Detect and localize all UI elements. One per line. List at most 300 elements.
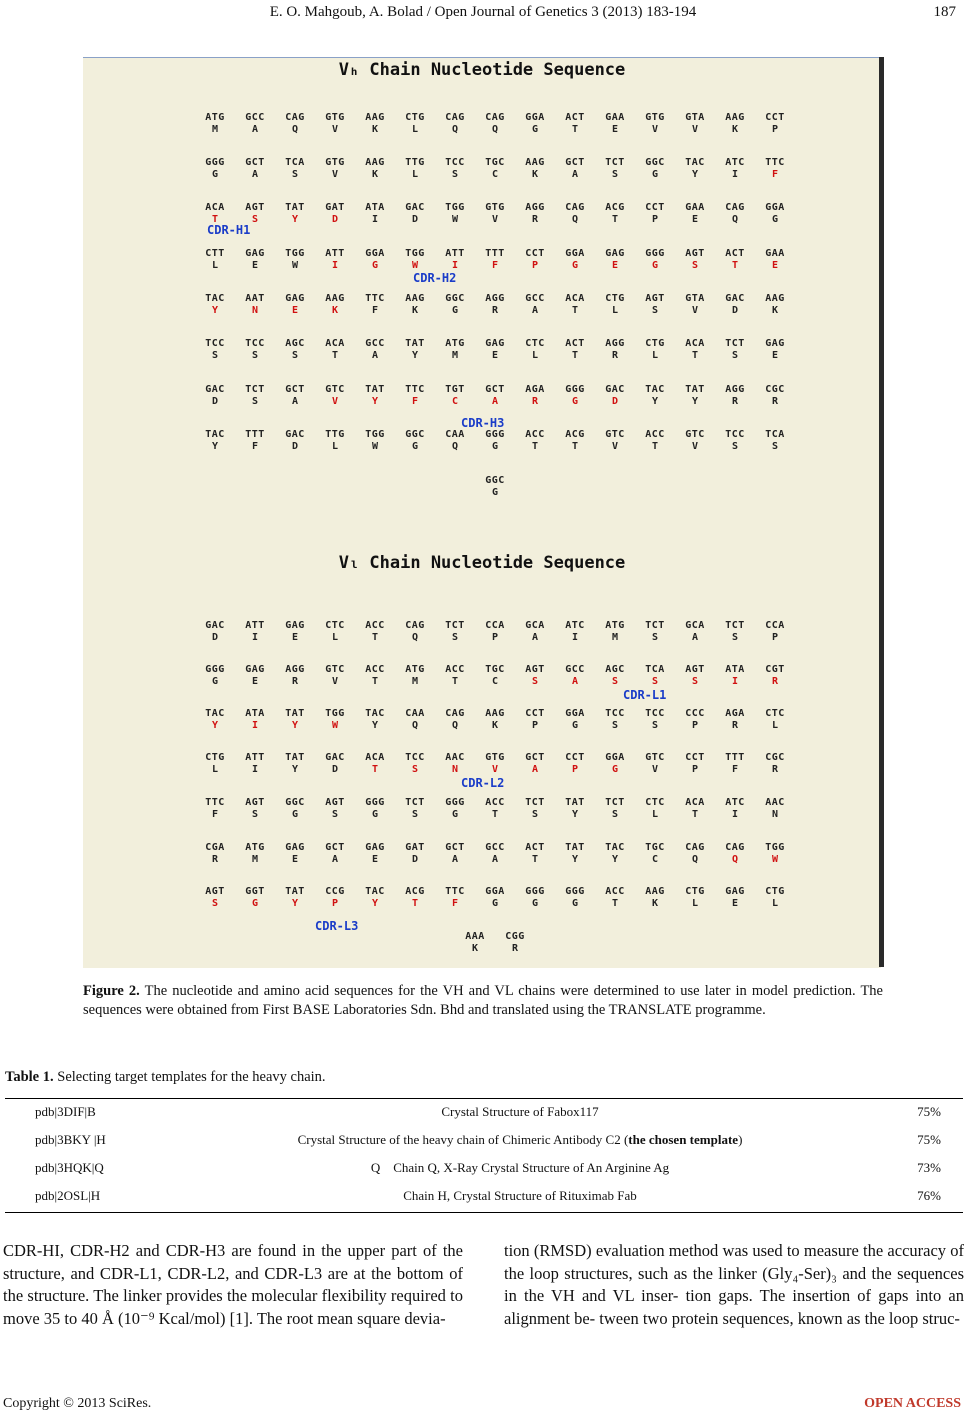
running-head: E. O. Mahgoub, A. Bolad / Open Journal of Genetics 3 (2013) 183-194 — [269, 4, 697, 20]
amino-acid: S — [611, 169, 619, 180]
amino-acid: Y — [211, 441, 219, 452]
codon — [275, 664, 315, 688]
cdr-amino-acid: K — [331, 305, 339, 316]
nucleotide-triplet: ATG — [245, 842, 265, 853]
nucleotide-triplet: GGG — [525, 886, 545, 897]
nucleotide-triplet: GAC — [725, 293, 745, 304]
cdr-amino-acid: W — [771, 854, 779, 865]
codon — [755, 620, 795, 644]
codon — [755, 842, 795, 866]
amino-acid: T — [571, 305, 579, 316]
codon — [275, 842, 315, 866]
amino-acid: S — [731, 350, 739, 361]
nucleotide-triplet: GTG — [325, 157, 345, 168]
codon — [355, 202, 395, 226]
cdr-amino-acid: T — [411, 898, 419, 909]
amino-acid: R — [731, 396, 739, 407]
amino-acid: T — [371, 676, 379, 687]
amino-acid: R — [291, 676, 299, 687]
codon — [715, 112, 755, 136]
nucleotide-triplet: AGT — [325, 797, 345, 808]
codon — [755, 797, 795, 821]
nucleotide-triplet: AAG — [405, 293, 425, 304]
codon — [635, 157, 675, 181]
codon — [395, 752, 435, 776]
amino-acid: S — [291, 169, 299, 180]
amino-acid: G — [491, 487, 499, 498]
nucleotide-triplet: TCT — [405, 797, 425, 808]
codon — [635, 293, 675, 317]
amino-acid: G — [531, 898, 539, 909]
codon — [635, 664, 675, 688]
codon-row — [195, 886, 795, 916]
codon — [595, 429, 635, 453]
codon — [395, 157, 435, 181]
template-id: pdb|3DIF|B — [35, 1104, 96, 1119]
codon — [595, 112, 635, 136]
cdr-amino-acid: V — [491, 764, 499, 775]
codon — [235, 338, 275, 362]
amino-acid: D — [291, 441, 299, 452]
nucleotide-triplet: TAC — [205, 708, 225, 719]
template-identity: 75% — [917, 1104, 941, 1119]
nucleotide-triplet: ATG — [205, 112, 225, 123]
codon — [675, 293, 715, 317]
amino-acid: S — [651, 305, 659, 316]
codon — [475, 886, 515, 910]
nucleotide-triplet: TAT — [285, 708, 305, 719]
nucleotide-triplet: CTG — [645, 338, 665, 349]
codon — [395, 842, 435, 866]
nucleotide-triplet: GGT — [245, 886, 265, 897]
amino-acid: D — [211, 632, 219, 643]
nucleotide-triplet: GTA — [685, 293, 705, 304]
codon — [395, 664, 435, 688]
cdr-amino-acid: Y — [211, 720, 219, 731]
amino-acid: V — [651, 764, 659, 775]
nucleotide-triplet: GGG — [445, 797, 465, 808]
codon-row — [195, 620, 795, 650]
vl-title: Vₗ Chain Nucleotide Sequence — [338, 553, 626, 573]
nucleotide-triplet: TAT — [285, 202, 305, 213]
nucleotide-triplet: GGG — [485, 429, 505, 440]
cdr-amino-acid: P — [571, 764, 579, 775]
nucleotide-triplet: AAT — [245, 293, 265, 304]
codon — [675, 202, 715, 226]
codon — [515, 248, 555, 272]
nucleotide-triplet: TCT — [725, 620, 745, 631]
codon — [495, 931, 535, 955]
codon — [475, 112, 515, 136]
codon-row — [195, 293, 795, 323]
nucleotide-triplet: ACA — [565, 293, 585, 304]
nucleotide-triplet: AAG — [765, 293, 785, 304]
nucleotide-triplet: CCT — [565, 752, 585, 763]
codon — [315, 293, 355, 317]
nucleotide-triplet: ACC — [645, 429, 665, 440]
amino-acid: L — [771, 898, 779, 909]
nucleotide-triplet: GCT — [245, 157, 265, 168]
amino-acid: P — [771, 632, 779, 643]
amino-acid: T — [611, 214, 619, 225]
codon — [475, 797, 515, 821]
codon — [635, 429, 675, 453]
cdr-h1-label: CDR-H1 — [207, 223, 251, 237]
amino-acid: I — [251, 764, 259, 775]
codon — [315, 886, 355, 910]
figure-border — [879, 57, 884, 967]
amino-acid: K — [771, 305, 779, 316]
codon — [195, 797, 235, 821]
amino-acid: T — [611, 898, 619, 909]
codon — [355, 664, 395, 688]
amino-acid: L — [651, 350, 659, 361]
nucleotide-triplet: CAG — [445, 708, 465, 719]
amino-acid: M — [211, 124, 219, 135]
nucleotide-triplet: TGT — [445, 384, 465, 395]
template-id: pdb|3HQK|Q — [35, 1160, 104, 1175]
nucleotide-triplet: GTG — [645, 112, 665, 123]
nucleotide-triplet: TCC — [725, 429, 745, 440]
nucleotide-triplet: GAG — [725, 886, 745, 897]
codon — [315, 202, 355, 226]
codon — [395, 429, 435, 453]
cdr-amino-acid: N — [251, 305, 259, 316]
nucleotide-triplet: CAG — [405, 620, 425, 631]
codon — [515, 157, 555, 181]
codon — [235, 293, 275, 317]
codon — [595, 338, 635, 362]
cdr-amino-acid: P — [531, 260, 539, 271]
template-description: Chain H, Crystal Structure of Rituximab Fab — [403, 1188, 637, 1203]
nucleotide-triplet: GAG — [765, 338, 785, 349]
codon — [275, 752, 315, 776]
codon — [275, 157, 315, 181]
nucleotide-triplet: GCT — [445, 842, 465, 853]
codon — [555, 384, 595, 408]
amino-acid: V — [331, 676, 339, 687]
amino-acid: R — [731, 720, 739, 731]
amino-acid: S — [211, 350, 219, 361]
nucleotide-triplet: AAG — [525, 157, 545, 168]
nucleotide-triplet: TAC — [365, 708, 385, 719]
nucleotide-triplet: GCT — [285, 384, 305, 395]
nucleotide-triplet: ACG — [405, 886, 425, 897]
codon — [455, 931, 495, 955]
codon — [555, 797, 595, 821]
nucleotide-triplet: TGG — [285, 248, 305, 259]
nucleotide-triplet: ACG — [565, 429, 585, 440]
template-id: pdb|3BKY |H — [35, 1132, 106, 1147]
amino-acid: W — [451, 214, 459, 225]
cdr-amino-acid: I — [331, 260, 339, 271]
codon — [435, 620, 475, 644]
nucleotide-triplet: GGG — [205, 157, 225, 168]
nucleotide-triplet: CAG — [485, 112, 505, 123]
amino-acid: R — [491, 305, 499, 316]
codon — [635, 797, 675, 821]
codon — [355, 384, 395, 408]
codon — [595, 202, 635, 226]
codon — [355, 842, 395, 866]
codon — [275, 112, 315, 136]
amino-acid: L — [331, 632, 339, 643]
nucleotide-triplet: AGG — [525, 202, 545, 213]
codon — [195, 112, 235, 136]
nucleotide-triplet: TAT — [565, 842, 585, 853]
nucleotide-triplet: AAG — [365, 112, 385, 123]
template-identity: 76% — [917, 1188, 941, 1203]
nucleotide-triplet: TGG — [445, 202, 465, 213]
nucleotide-triplet: GTA — [685, 112, 705, 123]
nucleotide-triplet: TCT — [525, 797, 545, 808]
codon — [475, 475, 515, 499]
nucleotide-triplet: GTC — [605, 429, 625, 440]
codon — [395, 112, 435, 136]
nucleotide-triplet: ATT — [445, 248, 465, 259]
amino-acid: A — [451, 854, 459, 865]
nucleotide-triplet: AAA — [465, 931, 485, 942]
cdr-amino-acid: T — [371, 764, 379, 775]
amino-acid: M — [451, 350, 459, 361]
codon — [475, 248, 515, 272]
codon — [755, 384, 795, 408]
amino-acid: E — [491, 350, 499, 361]
nucleotide-triplet: GCC — [525, 293, 545, 304]
codon — [715, 202, 755, 226]
codon — [555, 112, 595, 136]
codon — [755, 293, 795, 317]
nucleotide-triplet: GAT — [325, 202, 345, 213]
table-row — [5, 1098, 963, 1126]
cdr-amino-acid: A — [571, 676, 579, 687]
amino-acid: G — [491, 898, 499, 909]
nucleotide-triplet: ACA — [685, 797, 705, 808]
nucleotide-triplet: TCA — [285, 157, 305, 168]
amino-acid: T — [531, 441, 539, 452]
codon — [435, 708, 475, 732]
cdr-amino-acid: N — [451, 764, 459, 775]
amino-acid: A — [491, 854, 499, 865]
codon — [195, 429, 235, 453]
nucleotide-triplet: ACA — [325, 338, 345, 349]
codon — [395, 338, 435, 362]
amino-acid: V — [691, 124, 699, 135]
nucleotide-triplet: CGT — [765, 664, 785, 675]
nucleotide-triplet: GGC — [405, 429, 425, 440]
nucleotide-triplet: TCC — [405, 752, 425, 763]
amino-acid: G — [571, 898, 579, 909]
cdr-l3-label: CDR-L3 — [315, 919, 359, 933]
table-caption-text: Selecting target templates for the heavy chain. — [53, 1069, 326, 1085]
nucleotide-triplet: TTG — [405, 157, 425, 168]
codon — [515, 886, 555, 910]
nucleotide-triplet: TCT — [645, 620, 665, 631]
nucleotide-triplet: AGG — [725, 384, 745, 395]
table-bottom-rule — [5, 1212, 963, 1213]
amino-acid: K — [371, 169, 379, 180]
nucleotide-triplet: AGT — [645, 293, 665, 304]
codon — [435, 293, 475, 317]
nucleotide-triplet: GGA — [365, 248, 385, 259]
codon — [355, 338, 395, 362]
body-column-right: tion (RMSD) evaluation method was used to measure the accuracy of the loop structures, such as the linker (Gly₄-Ser)₃ and the sequences in the VH and VL inser- tion gaps. The insertion of gaps into an alignment be- tween two protein sequences, known as the loop struc- — [504, 1241, 964, 1328]
codon — [315, 429, 355, 453]
codon — [675, 338, 715, 362]
codon — [555, 338, 595, 362]
amino-acid: T — [491, 809, 499, 820]
codon — [395, 708, 435, 732]
codon-row — [195, 475, 795, 505]
amino-acid: R — [531, 214, 539, 225]
amino-acid: E — [251, 676, 259, 687]
codon — [395, 797, 435, 821]
cdr-amino-acid: I — [451, 260, 459, 271]
amino-acid: T — [331, 350, 339, 361]
cdr-amino-acid: F — [771, 169, 779, 180]
nucleotide-triplet: GTG — [485, 752, 505, 763]
codon-row — [195, 708, 795, 738]
amino-acid: K — [471, 943, 479, 954]
nucleotide-triplet: ACC — [365, 620, 385, 631]
codon-row — [195, 664, 795, 694]
nucleotide-triplet: GCC — [485, 842, 505, 853]
codon — [275, 384, 315, 408]
codon — [675, 384, 715, 408]
codon — [595, 886, 635, 910]
cdr-amino-acid: S — [211, 898, 219, 909]
cdr-amino-acid: W — [411, 260, 419, 271]
amino-acid: S — [611, 809, 619, 820]
cdr-amino-acid: S — [411, 764, 419, 775]
nucleotide-triplet: CCT — [685, 752, 705, 763]
codon — [235, 248, 275, 272]
nucleotide-triplet: TCC — [605, 708, 625, 719]
codon — [475, 293, 515, 317]
nucleotide-triplet: CTC — [525, 338, 545, 349]
codon — [755, 664, 795, 688]
codon — [515, 293, 555, 317]
nucleotide-triplet: GAG — [245, 248, 265, 259]
codon — [235, 157, 275, 181]
codon — [515, 797, 555, 821]
codon — [635, 708, 675, 732]
codon — [595, 384, 635, 408]
amino-acid: S — [651, 720, 659, 731]
figure-caption-label: Figure 2. — [83, 983, 140, 999]
codon — [195, 664, 235, 688]
codon — [355, 157, 395, 181]
amino-acid: K — [491, 720, 499, 731]
amino-acid: Y — [371, 720, 379, 731]
nucleotide-triplet: GGG — [565, 384, 585, 395]
amino-acid: Q — [411, 720, 419, 731]
nucleotide-triplet: CAG — [725, 842, 745, 853]
codon — [755, 112, 795, 136]
codon — [675, 752, 715, 776]
nucleotide-triplet: GAG — [285, 842, 305, 853]
nucleotide-triplet: AAG — [365, 157, 385, 168]
codon — [435, 384, 475, 408]
amino-acid: L — [651, 809, 659, 820]
nucleotide-triplet: GGA — [765, 202, 785, 213]
nucleotide-triplet: CAA — [405, 708, 425, 719]
template-id: pdb|2OSL|H — [35, 1188, 101, 1203]
nucleotide-triplet: GTC — [325, 384, 345, 395]
nucleotide-triplet: ATT — [245, 752, 265, 763]
nucleotide-triplet: ATT — [325, 248, 345, 259]
nucleotide-triplet: GAC — [405, 202, 425, 213]
nucleotide-triplet: GAG — [245, 664, 265, 675]
table-row — [5, 1182, 963, 1210]
amino-acid: E — [291, 632, 299, 643]
codon — [355, 248, 395, 272]
cdr-h3-label: CDR-H3 — [461, 416, 505, 430]
amino-acid: Q — [731, 214, 739, 225]
amino-acid: A — [571, 169, 579, 180]
codon — [435, 797, 475, 821]
cdr-amino-acid: Y — [291, 898, 299, 909]
nucleotide-triplet: ACT — [725, 248, 745, 259]
amino-acid: I — [731, 169, 739, 180]
nucleotide-triplet: AGT — [245, 797, 265, 808]
amino-acid: G — [451, 305, 459, 316]
nucleotide-triplet: TCA — [765, 429, 785, 440]
amino-acid: S — [251, 809, 259, 820]
codon — [715, 157, 755, 181]
codon — [715, 248, 755, 272]
nucleotide-triplet: TAT — [285, 886, 305, 897]
codon — [475, 620, 515, 644]
nucleotide-triplet: TTT — [485, 248, 505, 259]
figure-caption-text: The nucleotide and amino acid sequences for the VH and VL chains were determined to use later in model prediction. The sequences were obtained from First BASE Laboratories Sdn. Bhd and translated using the TRANSLATE programme. — [83, 983, 883, 1018]
amino-acid: E — [731, 898, 739, 909]
amino-acid: R — [771, 396, 779, 407]
amino-acid: Q — [291, 124, 299, 135]
codon — [235, 797, 275, 821]
codon — [435, 157, 475, 181]
codon — [715, 842, 755, 866]
nucleotide-triplet: TTT — [245, 429, 265, 440]
amino-acid: D — [731, 305, 739, 316]
nucleotide-triplet: AAG — [645, 886, 665, 897]
nucleotide-triplet: CCC — [685, 708, 705, 719]
codon — [755, 752, 795, 776]
nucleotide-triplet: TAT — [285, 752, 305, 763]
codon — [355, 752, 395, 776]
amino-acid: R — [211, 854, 219, 865]
cdr-amino-acid: G — [571, 260, 579, 271]
nucleotide-triplet: GAA — [765, 248, 785, 259]
codon — [315, 384, 355, 408]
amino-acid: Y — [291, 764, 299, 775]
codon — [515, 384, 555, 408]
template-description: Crystal Structure of Fabox117 — [441, 1104, 599, 1119]
nucleotide-triplet: GGA — [565, 708, 585, 719]
codon — [275, 248, 315, 272]
nucleotide-triplet: TGG — [365, 429, 385, 440]
nucleotide-triplet: ACA — [205, 202, 225, 213]
amino-acid: F — [211, 809, 219, 820]
codon — [635, 202, 675, 226]
nucleotide-triplet: GGA — [525, 112, 545, 123]
amino-acid: I — [571, 632, 579, 643]
cdr-amino-acid: C — [451, 396, 459, 407]
footer-open-access: OPEN ACCESS — [864, 1396, 961, 1411]
codon — [395, 202, 435, 226]
nucleotide-triplet: GAC — [205, 384, 225, 395]
codon — [195, 293, 235, 317]
